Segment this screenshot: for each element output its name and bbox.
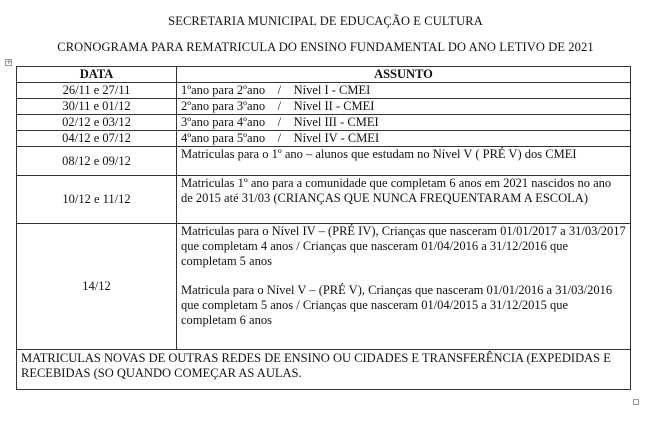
table-move-handle-icon[interactable]: +: [6, 58, 12, 66]
row-date: 02/12 e 03/12: [17, 115, 177, 131]
table-row: [17, 147, 631, 176]
table-row: [17, 131, 631, 147]
table-footer-row: [17, 350, 631, 390]
table-resize-handle-icon[interactable]: [633, 399, 639, 405]
table-header-row: [17, 67, 631, 83]
table-row: [17, 115, 631, 131]
row-date: 26/11 e 27/11: [17, 83, 177, 99]
row-date: 08/12 e 09/12: [17, 147, 177, 176]
row-date: 04/12 e 07/12: [17, 131, 177, 147]
table-row: [17, 99, 631, 115]
row-subject: 3ºano para 4ºano / Nível III - CMEI: [177, 115, 631, 131]
row-subject-paragraph: Matricula para o Nível V – (PRÉ V), Crianças que nasceram 01/01/2016 a 31/03/2016 que completam 5 anos / Crianças que nasceram 01/04/2015 a 31/12/2015 que completam 6 anos: [181, 283, 613, 327]
table-row: [17, 176, 631, 224]
document-subtitle: CRONOGRAMA PARA REMATRICULA DO ENSINO FUNDAMENTAL DO ANO LETIVO DE 2021: [57, 40, 594, 54]
row-subject: Matriculas para o 1º ano – alunos que estudam no Nível V ( PRÉ V) dos CMEI: [177, 147, 631, 176]
row-date: 30/11 e 01/12: [17, 99, 177, 115]
column-header-date: DATA: [17, 67, 177, 83]
row-subject: 2ºano para 3ºano / Nível II - CMEI: [177, 99, 631, 115]
row-subject: 4ºano para 5ºano / Nível IV - CMEI: [177, 131, 631, 147]
row-date: 14/12: [17, 224, 177, 350]
row-subject: 1ºano para 2ºano / Nível I - CMEI: [177, 83, 631, 99]
document-title: SECRETARIA MUNICIPAL DE EDUCAÇÃO E CULTURA: [168, 14, 483, 28]
row-subject: [177, 224, 631, 350]
row-date: 10/12 e 11/12: [17, 176, 177, 224]
column-header-subject: ASSUNTO: [177, 67, 631, 83]
table-row: [17, 83, 631, 99]
row-subject-paragraph: Matriculas para o Nível IV – (PRÉ IV), Crianças que nasceram 01/01/2017 a 31/03/2017 que completam 4 anos / Crianças que nasceram 01/04/2016 a 31/12/2016 que completam 5 anos: [181, 224, 626, 268]
table-row: [17, 224, 631, 350]
footer-note: MATRICULAS NOVAS DE OUTRAS REDES DE ENSINO OU CIDADES E TRANSFERÊNCIA (EXPEDIDAS E RECEBIDAS (SO QUANDO COMEÇAR AS AULAS.: [17, 350, 631, 390]
schedule-table: [16, 66, 631, 390]
row-subject: Matriculas 1º ano para a comunidade que completam 6 anos em 2021 nascidos no ano de 2015 até 31/03 (CRIANÇAS QUE NUNCA FREQUENTARAM A ESCOLA): [177, 176, 631, 224]
